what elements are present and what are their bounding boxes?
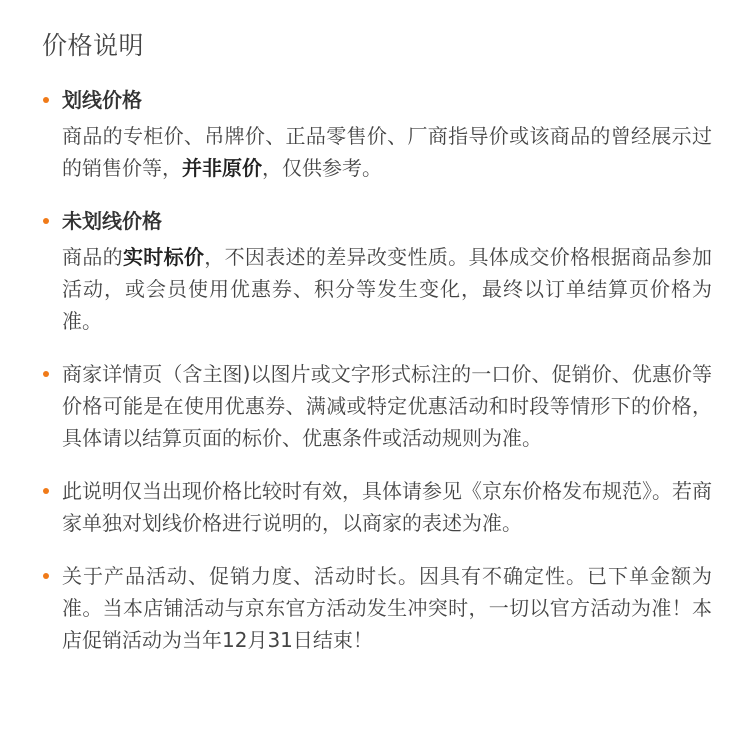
note-item [42, 358, 712, 454]
bullet-dot-icon [43, 573, 49, 579]
note-text: 关于产品活动、促销力度、活动时长。因具有不确定性。已下单金额为准。当本店铺活动与京东官方活动发生冲突时，一切以官方活动为准！本店促销活动为当年12月31日结束！ [62, 564, 712, 652]
note-text: 此说明仅当出现价格比较时有效，具体请参见《京东价格发布规范》。若商家单独对划线价格进行说明的，以商家的表述为准。 [62, 479, 712, 535]
note-item [42, 560, 712, 656]
bullet-dot-icon [43, 371, 49, 377]
section-bold-text: 并非原价 [182, 156, 262, 180]
note-text: 商家详情页（含主图)以图片或文字形式标注的一口价、促销价、优惠价等价格可能是在使用优惠券、满减或特定优惠活动和时段等情形下的价格，具体请以结算页面的标价、优惠条件或活动规则为准。 [62, 362, 712, 450]
section-heading: 划线价格 [62, 88, 142, 112]
bullet-dot-icon [43, 488, 49, 494]
section-text: 商品的 [62, 245, 123, 269]
section-body [62, 241, 712, 337]
bullet-dot-icon [43, 97, 49, 103]
section-text: ，不因表述的差异改变性质。具体成交价格根据商品参加活动，或会员使用优惠券、积分等发生变化，最终以订单结算页价格为准。 [62, 245, 713, 333]
page-title: 价格说明 [42, 31, 145, 60]
section-bold-text: 实时标价 [122, 245, 205, 269]
note-item [42, 475, 712, 539]
section-strikethrough-price [42, 84, 712, 184]
section-non-strikethrough-price [42, 205, 712, 337]
section-heading: 未划线价格 [62, 209, 162, 233]
section-text: ，仅供参考。 [262, 156, 382, 180]
section-body [62, 120, 712, 184]
bullet-dot-icon [43, 218, 49, 224]
section-text: 商品的专柜价、吊牌价、正品零售价、厂商指导价或该商品的曾经展示过的销售价等， [62, 124, 712, 180]
